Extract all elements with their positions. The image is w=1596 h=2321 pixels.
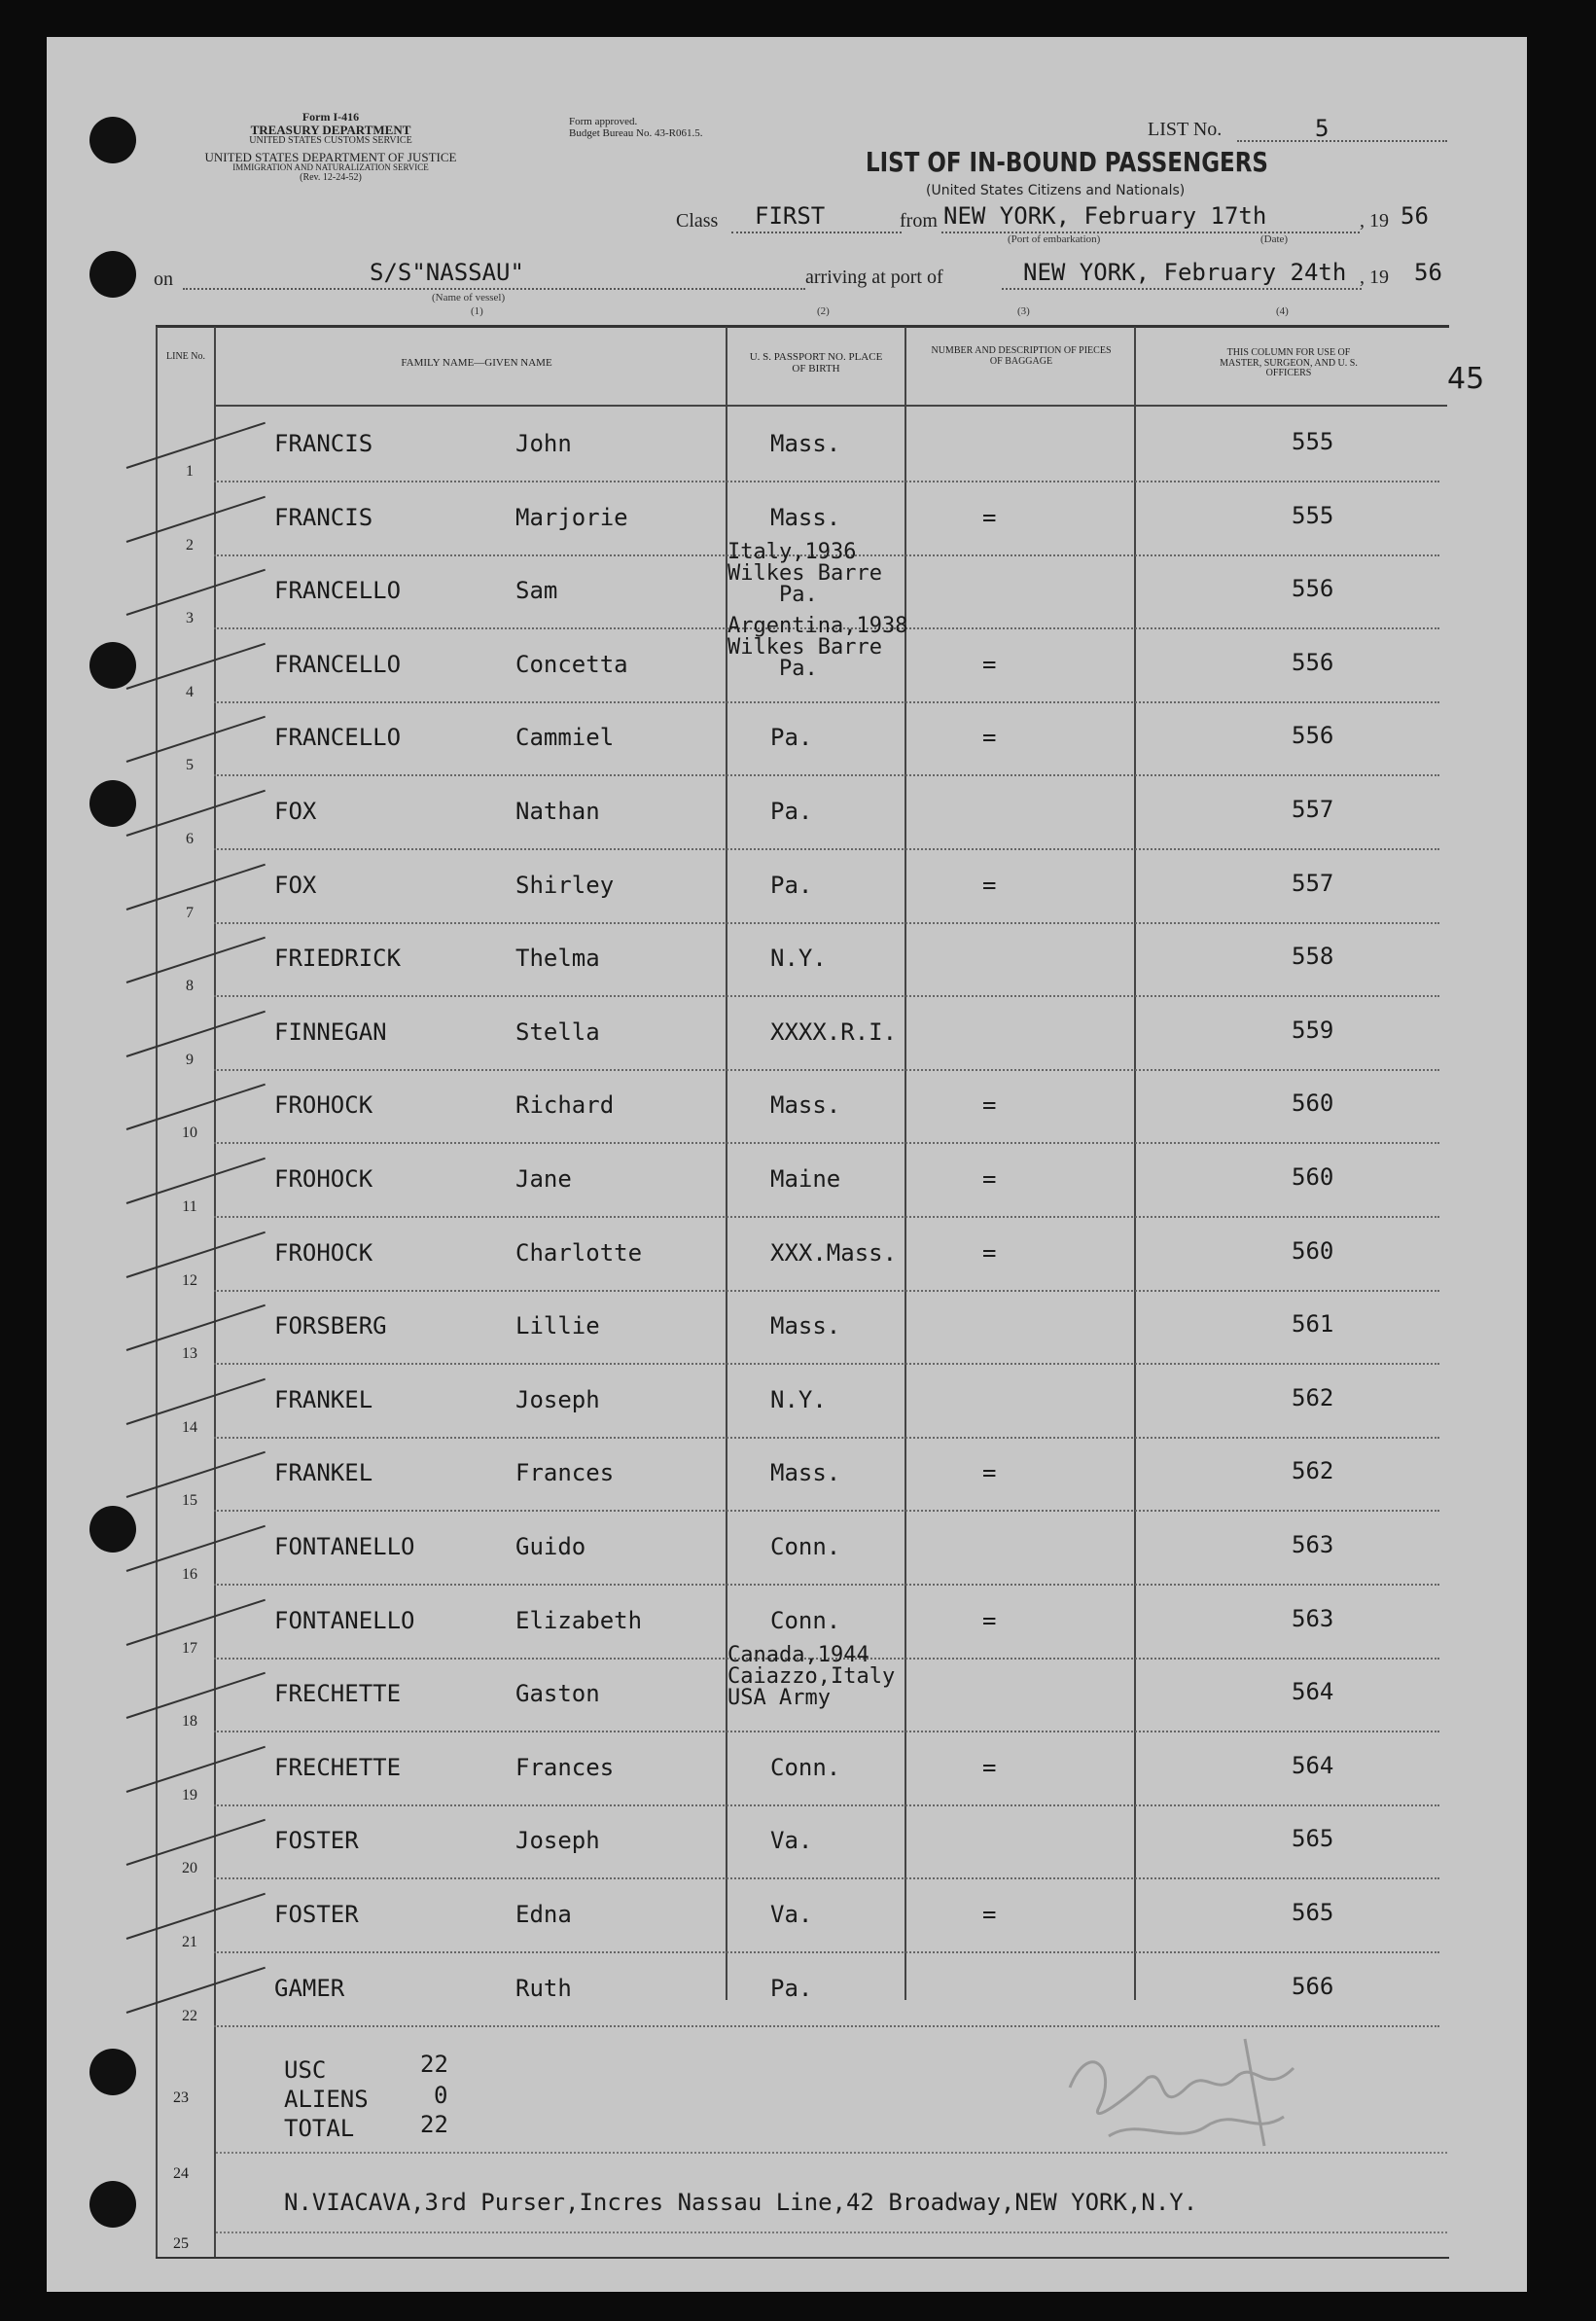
punch-hole	[89, 2181, 136, 2228]
line-number: 2	[186, 536, 194, 553]
date-caption: (Date)	[1260, 233, 1289, 245]
customs-service: UNITED STATES CUSTOMS SERVICE	[249, 135, 412, 147]
place-of-birth: Mass.	[770, 1459, 841, 1487]
officer-number: 561	[1292, 1310, 1334, 1339]
place-of-birth: Pa.	[770, 871, 813, 899]
officer-number: 556	[1292, 722, 1334, 750]
given-name: Ruth	[515, 1974, 572, 2002]
aliens-value: 0	[434, 2082, 448, 2109]
given-name: Richard	[515, 1091, 615, 1120]
col4-caption: (4)	[1276, 305, 1289, 317]
line-number-23: 23	[173, 2089, 189, 2106]
vessel-caption: (Name of vessel)	[432, 292, 506, 304]
arrival-value: NEW YORK, February 24th	[1023, 259, 1347, 286]
officer-number: 557	[1292, 796, 1334, 823]
line-number: 5	[186, 757, 194, 774]
family-name: FONTANELLO	[274, 1533, 415, 1560]
table-row	[182, 1805, 1439, 1879]
place-of-birth: Mass.	[770, 430, 841, 457]
signature-line: N.VIACAVA,3rd Purser,Incres Nassau Line,42 Broadway,NEW YORK,N.Y.	[284, 2189, 1198, 2216]
given-name: Frances	[515, 1753, 615, 1781]
line-number: 7	[186, 904, 194, 921]
treasury-department: TREASURY DEPARTMENT	[250, 122, 411, 137]
officer-number: 557	[1292, 869, 1334, 897]
col-header-officers: THIS COLUMN FOR USE OF MASTER, SURGEON, AND U. S. OFFICERS	[1220, 347, 1358, 378]
line-number: 13	[182, 1345, 197, 1363]
form-approved: Form approved.	[569, 116, 638, 127]
place-of-birth: Mass.	[770, 1312, 841, 1340]
given-name: Stella	[515, 1018, 600, 1046]
line-number-25: 25	[173, 2235, 189, 2252]
family-name: FRANCELLO	[274, 577, 402, 605]
total-value: 22	[420, 2111, 448, 2138]
baggage-ditto: =	[982, 724, 997, 752]
margin-number: 45	[1447, 362, 1485, 396]
table-row	[182, 1879, 1439, 1953]
place-of-birth: Pa.	[770, 724, 813, 752]
officer-number: 564	[1292, 1751, 1334, 1779]
family-name: FRANKEL	[274, 1459, 373, 1487]
officer-number: 556	[1292, 648, 1334, 676]
line-number: 4	[186, 683, 194, 700]
place-of-birth: Mass.	[770, 503, 841, 531]
given-name: Concetta	[515, 650, 628, 678]
officer-number: 563	[1292, 1604, 1334, 1632]
family-name: GAMER	[274, 1974, 345, 2002]
officer-number: 560	[1292, 1089, 1334, 1118]
col1-caption: (1)	[471, 305, 483, 317]
table-row	[186, 613, 1439, 703]
aliens-label: ALIENS	[284, 2086, 369, 2113]
place-of-birth: Va.	[770, 1901, 813, 1928]
table-bottom-rule	[156, 2257, 1449, 2259]
officer-number: 560	[1292, 1163, 1334, 1191]
col-header-passport: U. S. PASSPORT NO. PLACE OF BIRTH	[749, 351, 883, 375]
budget-bureau: Budget Bureau No. 43-R061.5.	[569, 126, 703, 139]
justice-department: UNITED STATES DEPARTMENT OF JUSTICE	[204, 149, 457, 164]
line-number: 8	[186, 978, 194, 995]
place-of-birth: Conn.	[770, 1606, 841, 1634]
table-row	[186, 409, 1439, 482]
given-name: Joseph	[515, 1385, 600, 1413]
officer-number: 563	[1292, 1531, 1334, 1558]
total-label: TOTAL	[284, 2115, 355, 2142]
on-label: on	[154, 268, 173, 290]
place-of-birth: Va.	[770, 1827, 813, 1855]
officer-number: 564	[1292, 1678, 1334, 1706]
family-name: FROHOCK	[274, 1091, 373, 1120]
col2-caption: (2)	[817, 305, 830, 317]
table-row	[182, 1218, 1439, 1292]
table-row	[182, 1291, 1439, 1365]
revision: (Rev. 12-24-52)	[300, 171, 362, 183]
col-header-baggage: NUMBER AND DESCRIPTION OF PIECES OF BAGGAGE	[931, 345, 1112, 367]
officer-number: 559	[1292, 1016, 1334, 1044]
baggage-ditto: =	[982, 871, 997, 899]
baggage-ditto: =	[982, 503, 997, 531]
officer-number: 560	[1292, 1236, 1334, 1265]
table-row	[182, 1365, 1439, 1439]
table-row	[182, 1144, 1439, 1218]
family-name: FORSBERG	[274, 1312, 387, 1340]
family-name: FRECHETTE	[274, 1680, 402, 1708]
list-no-line	[1237, 140, 1447, 142]
from-year: 56	[1401, 202, 1429, 230]
family-name: FRECHETTE	[274, 1753, 402, 1781]
usc-value: 22	[420, 2051, 448, 2078]
family-name: FROHOCK	[274, 1238, 373, 1267]
given-name: Cammiel	[515, 724, 615, 752]
officer-number: 565	[1292, 1825, 1334, 1853]
line-number: 20	[182, 1860, 197, 1877]
baggage-ditto: =	[982, 1238, 997, 1267]
given-name: Charlotte	[515, 1238, 643, 1267]
line-number: 1	[186, 463, 194, 480]
given-name: Lillie	[515, 1312, 600, 1340]
line-number: 3	[186, 610, 194, 627]
ins-service: IMMIGRATION AND NATURALIZATION SERVICE	[232, 162, 429, 173]
table-row	[186, 997, 1439, 1071]
given-name: Thelma	[515, 945, 600, 973]
family-name: FRIEDRICK	[274, 945, 402, 973]
from-line	[941, 232, 1360, 233]
officer-number: 562	[1292, 1383, 1334, 1411]
place-of-birth: Conn.	[770, 1533, 841, 1560]
vessel-line	[183, 288, 805, 290]
place-of-birth: N.Y.	[770, 1385, 827, 1413]
arrival-year: 56	[1414, 259, 1442, 286]
officer-number: 562	[1292, 1457, 1334, 1485]
line-number: 18	[182, 1713, 197, 1731]
class-label: Class	[676, 210, 719, 232]
table-row	[182, 1438, 1439, 1512]
family-name: FRANCIS	[274, 503, 373, 531]
given-name: Frances	[515, 1459, 615, 1487]
line-25-rule	[216, 2232, 1447, 2233]
list-number: 5	[1315, 115, 1330, 142]
officer-number: 566	[1292, 1972, 1334, 2000]
baggage-ditto: =	[982, 1901, 997, 1928]
line-number: 14	[182, 1418, 197, 1436]
given-name: Nathan	[515, 798, 600, 825]
given-name: Jane	[515, 1165, 572, 1193]
family-name: FOSTER	[274, 1827, 359, 1855]
place-of-birth: XXX.Mass.	[770, 1238, 898, 1267]
family-name: FRANCIS	[274, 430, 373, 457]
page-subtitle: (United States Citizens and Nationals)	[926, 183, 1186, 198]
from-label: from	[900, 210, 938, 232]
punch-hole	[89, 642, 136, 689]
officer-number: 565	[1292, 1899, 1334, 1926]
officer-number: 555	[1292, 428, 1334, 455]
place-of-birth: Conn.	[770, 1753, 841, 1781]
table-row	[182, 1070, 1439, 1144]
place-of-birth: Pa.	[770, 1974, 813, 2002]
family-name: FINNEGAN	[274, 1018, 387, 1046]
line-number: 17	[182, 1639, 197, 1657]
family-name: FOX	[274, 798, 317, 825]
family-name: FOX	[274, 871, 317, 899]
table-left-border	[156, 327, 158, 2257]
from-year-prefix: , 19	[1360, 210, 1389, 232]
col3-caption: (3)	[1017, 305, 1030, 317]
baggage-ditto: =	[982, 1165, 997, 1193]
baggage-ditto: =	[982, 650, 997, 678]
officer-number: 555	[1292, 501, 1334, 529]
place-of-birth: Canada,1944 Caiazzo,Italy USA Army	[727, 1643, 896, 1711]
given-name: Marjorie	[515, 503, 628, 531]
line-number: 19	[182, 1786, 197, 1803]
form-number: Form I-416	[301, 110, 360, 124]
officer-number: 556	[1292, 575, 1334, 603]
col-header-line-no: LINE No.	[166, 351, 205, 362]
punch-hole	[89, 1506, 136, 1553]
vessel-name: S/S"NASSAU"	[370, 259, 524, 286]
place-of-birth: XXXX.R.I.	[770, 1018, 898, 1046]
arrival-line	[1002, 288, 1362, 290]
line-number: 6	[186, 831, 194, 847]
baggage-ditto: =	[982, 1091, 997, 1120]
given-name: John	[515, 430, 572, 457]
table-top-rule	[156, 325, 1449, 328]
place-of-birth: Maine	[770, 1165, 841, 1193]
table-row	[186, 776, 1439, 850]
table-row	[186, 702, 1439, 776]
punch-hole	[89, 251, 136, 298]
line-number-24: 24	[173, 2165, 189, 2182]
given-name: Guido	[515, 1533, 586, 1560]
line-number: 11	[182, 1198, 197, 1215]
given-name: Shirley	[515, 871, 615, 899]
family-name: FONTANELLO	[274, 1606, 415, 1634]
table-row	[182, 1732, 1439, 1806]
port-embarkation-caption: (Port of embarkation)	[1008, 233, 1101, 245]
punch-hole	[89, 2049, 136, 2095]
arriving-label: arriving at port of	[805, 267, 943, 288]
officer-number: 558	[1292, 943, 1334, 971]
given-name: Edna	[515, 1901, 572, 1928]
place-of-birth: Mass.	[770, 1091, 841, 1120]
baggage-ditto: =	[982, 1459, 997, 1487]
table-row	[182, 1512, 1439, 1586]
from-value: NEW YORK, February 17th	[943, 202, 1267, 230]
family-name: FRANCELLO	[274, 724, 402, 752]
line-number: 15	[182, 1492, 197, 1510]
arrival-year-prefix: , 19	[1360, 267, 1389, 288]
class-line	[731, 232, 902, 233]
line-number: 21	[182, 1934, 197, 1950]
family-name: FRANKEL	[274, 1385, 373, 1413]
table-header-rule	[214, 405, 1447, 407]
place-of-birth: Pa.	[770, 798, 813, 825]
page-title: LIST OF IN-BOUND PASSENGERS	[866, 146, 1268, 178]
approval-info	[569, 117, 702, 139]
line-number: 9	[186, 1051, 194, 1068]
line-number: 12	[182, 1271, 197, 1289]
table-row	[186, 850, 1439, 924]
family-name: FRANCELLO	[274, 650, 402, 678]
line-number: 10	[182, 1125, 197, 1142]
place-of-birth: Italy,1936 Wilkes Barre Pa.	[727, 540, 882, 608]
handwritten-signature	[1050, 2010, 1342, 2165]
table-row	[186, 923, 1439, 997]
given-name: Sam	[515, 577, 558, 605]
given-name: Elizabeth	[515, 1606, 643, 1634]
place-of-birth: N.Y.	[770, 945, 827, 973]
form-info	[146, 111, 515, 183]
family-name: FROHOCK	[274, 1165, 373, 1193]
col-header-name: FAMILY NAME—GIVEN NAME	[401, 357, 552, 369]
baggage-ditto: =	[982, 1606, 997, 1634]
given-name: Joseph	[515, 1827, 600, 1855]
given-name: Gaston	[515, 1680, 600, 1708]
usc-label: USC	[284, 2056, 327, 2084]
punch-hole	[89, 780, 136, 827]
place-of-birth: Argentina,1938 Wilkes Barre Pa.	[727, 613, 908, 681]
baggage-ditto: =	[982, 1753, 997, 1781]
list-label: LIST No.	[1148, 119, 1223, 140]
line-number: 16	[182, 1566, 197, 1583]
class-value: FIRST	[755, 202, 826, 230]
line-number: 22	[182, 2007, 197, 2024]
punch-hole	[89, 117, 136, 163]
family-name: FOSTER	[274, 1901, 359, 1928]
